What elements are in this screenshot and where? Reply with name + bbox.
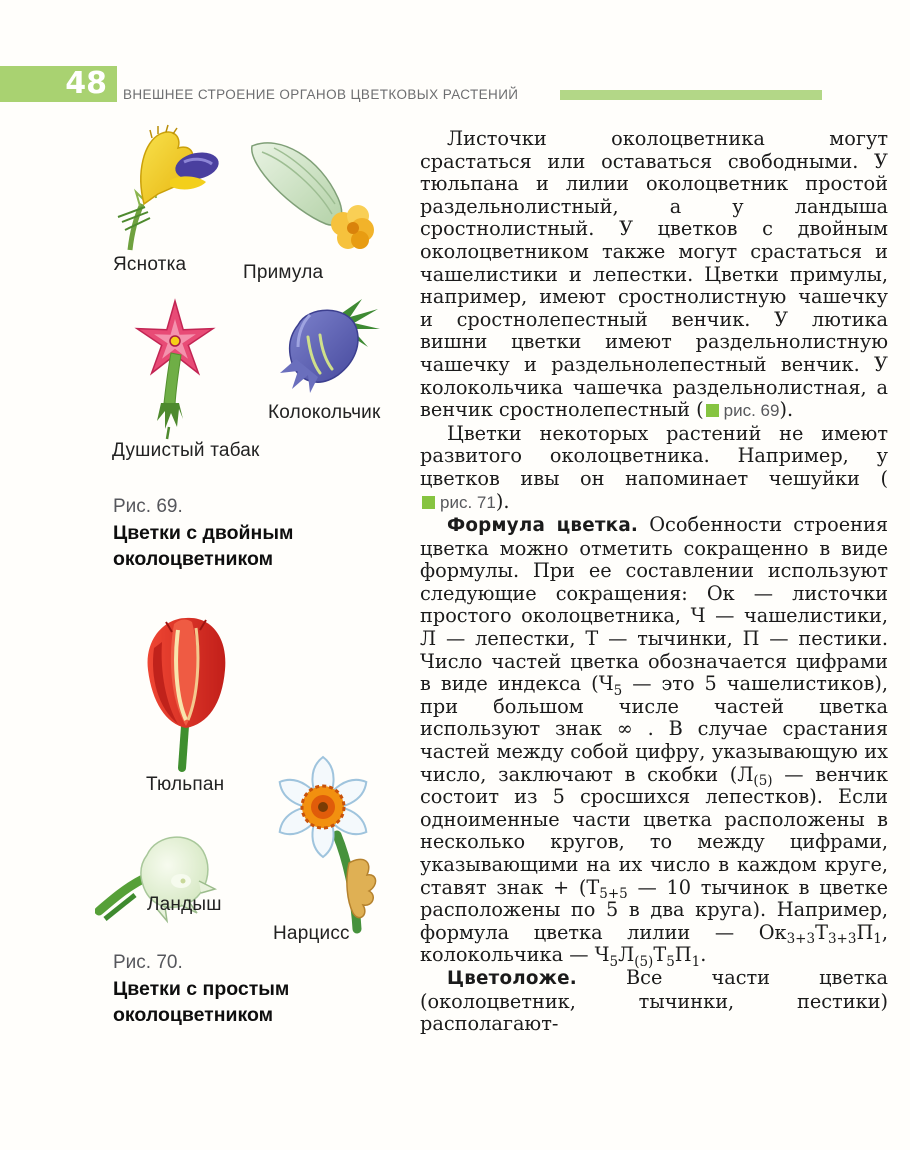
running-header-title: ВНЕШНЕЕ СТРОЕНИЕ ОРГАНОВ ЦВЕТКОВЫХ РАСТЕНИЙ [123, 87, 519, 102]
flower-label-yasnotka: Яснотка [113, 254, 187, 275]
figure-reference: рис. 71 [420, 493, 496, 512]
kolokolchik-flower-illustration [250, 295, 390, 407]
fig70-number: Рис. 70. [113, 952, 183, 973]
flower-label-kolokolchik: Колокольчик [268, 402, 381, 423]
flower-label-tabak: Душистый табак [112, 440, 260, 461]
flower-label-primula: Примула [243, 262, 324, 283]
article-text-column [420, 128, 888, 1036]
yasnotka-flower-illustration [100, 122, 230, 257]
fig69-caption: Цветки с двойным околоцветником [113, 522, 294, 570]
primula-flower-illustration [240, 132, 390, 257]
paragraph-no-perianth: Цветки некоторых растений не имеют развитого околоцветника. Например, у цветков ивы он напоминает чешуйки (рис. 71). [420, 421, 888, 513]
fig70-caption: Цветки с простым околоцветником [113, 978, 290, 1026]
flower-label-narciss: Нарцисс [273, 923, 350, 944]
tulpan-flower-illustration [130, 608, 245, 773]
paragraph-perianth-fusion: Листочки околоцветника могут срастаться или оставаться свободными. У тюльпана и лилии околоцветник простой раздельнолистный, а у ландыша сростнолистный. У цветков с двойным околоцветником также могут срастаться и чашелистики и лепестки. Цветки примулы, например, имеют сростнолистную чашечку и сростнолепестный венчик. У лютика вишни цветки имеют раздельнолистную чашечку и раздельнолепестный венчик. У колокольчика чашечка раздельнолистная, а венчик сростнолепестный ( рис. 69). [420, 127, 888, 422]
figure-ref-square-icon [422, 496, 435, 509]
dushisty-tabak-flower-illustration [105, 297, 250, 442]
figure-reference: рис. 69 [704, 401, 780, 420]
fig69-number: Рис. 69. [113, 496, 183, 517]
narciss-flower-illustration [245, 735, 395, 935]
flower-label-landysh: Ландыш [147, 894, 222, 915]
paragraph-flower-formula: Формула цветка. Особенности строения цветка можно отметить сокращенно в виде формулы. При ее составлении используют следующие сокращения: Ок — листочки простого околоцветника, Ч — чашелистики, Л — лепестки, Т — тычинки, П — пестики. Число частей цветка обозначается цифрами в виде индекса ($Ч_5$ — это 5 чашелистиков), при большом числе частей цветка используют знак ∞ . В случае срастания частей между собой цифру, указывающую их число, заключают в скобки ($Л_{(5)}$ — венчик состоит из 5 сросшихся лепестков). Если одноименные части цветка расположены в несколько кругов, то между цифрами, указывающими на их число в каждом круге, ставят знак + ($Т_{5+5}$ — 10 тычинок в цветке расположены по 5 в два круга). Например, формула цветка лилии — $Ок_{3+3}Т_{3+3}П_1$, колокольчика — $Ч_5Л_{(5)}Т_5П_1$. [420, 513, 888, 970]
page-number-box [0, 66, 117, 102]
paragraph-receptacle: Цветоложе. Все части цветка (околоцветник, тычинки, пестики) располагают- [420, 965, 888, 1036]
figure-ref-square-icon [706, 404, 719, 417]
header-green-rule [560, 90, 822, 100]
page-number: 48 [65, 66, 107, 101]
flower-label-tulpan: Тюльпан [146, 774, 225, 795]
